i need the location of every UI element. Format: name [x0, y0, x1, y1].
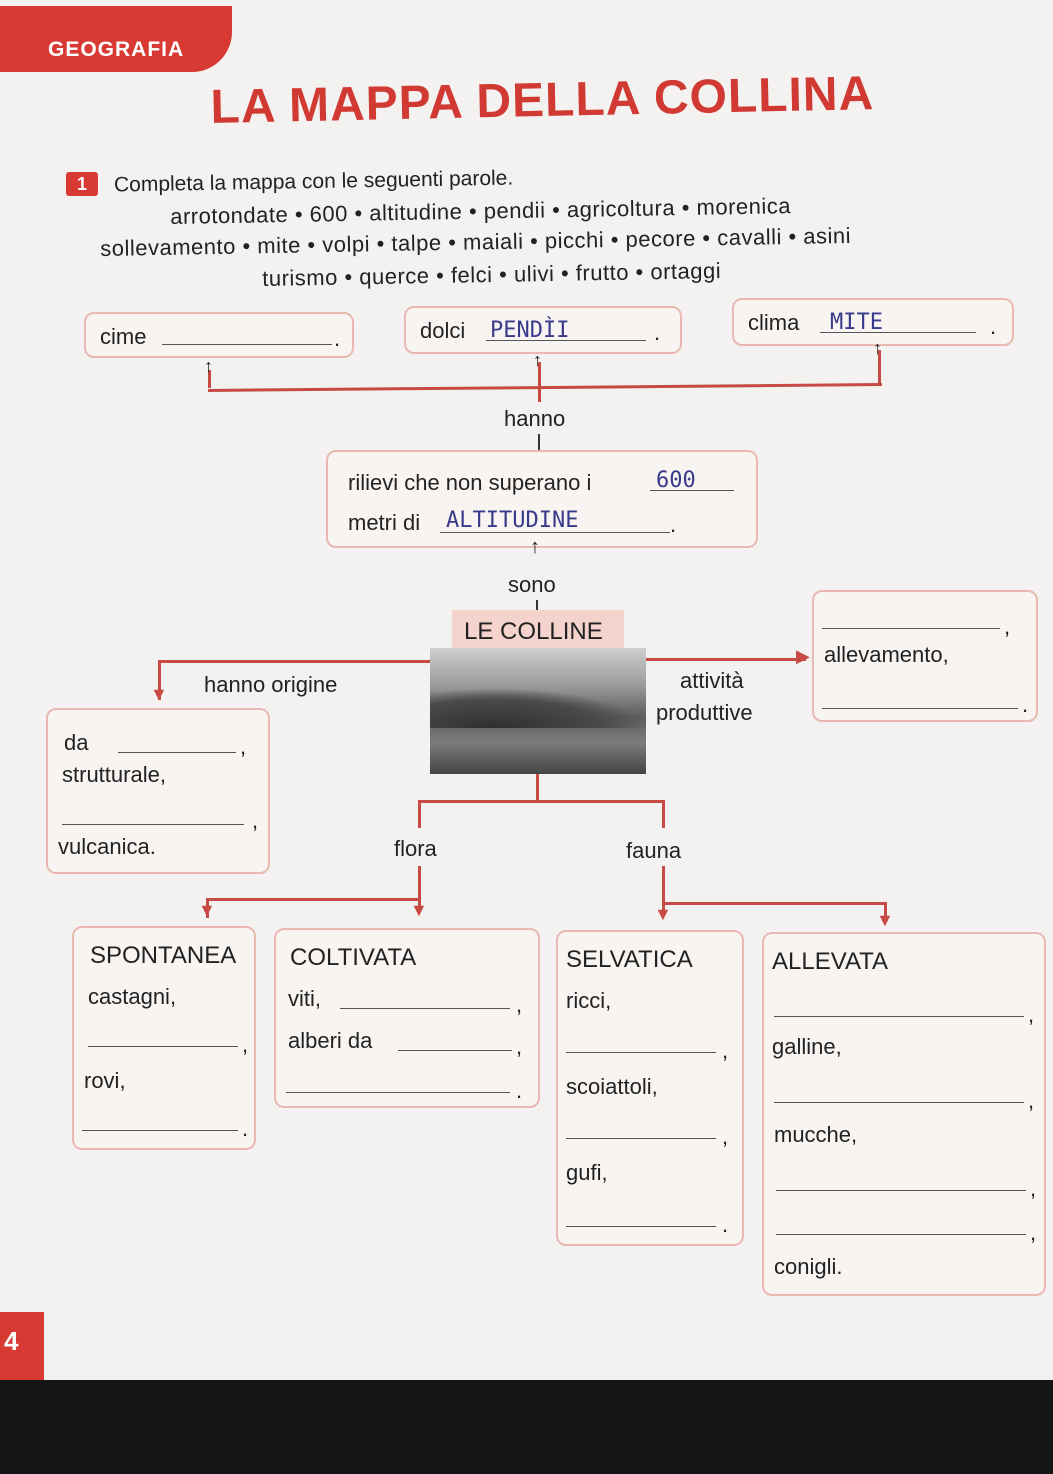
connector-hanno: hanno: [504, 406, 566, 431]
coltivata-box: COLTIVATA viti, , alberi da , .: [274, 928, 540, 1108]
selvatica-blank-1[interactable]: [566, 1052, 716, 1053]
hills-photo: [430, 648, 646, 774]
allevata-blank-1[interactable]: [774, 1016, 1024, 1017]
cime-label: cime: [100, 324, 147, 349]
selvatica-blank-2[interactable]: [566, 1138, 716, 1139]
subject-tab: [0, 6, 232, 72]
selvatica-item-3: scoiattoli,: [566, 1074, 658, 1099]
dolci-answer[interactable]: PENDÌI: [490, 318, 570, 343]
allevata-mucche: mucche,: [774, 1122, 858, 1147]
clima-blank: [820, 332, 976, 333]
word-bank-line-1: arrotondate • 600 • altitudine • pendii • agricoltura • morenica: [170, 193, 792, 229]
attivita-allevamento: allevamento,: [824, 642, 949, 667]
worksheet-page: GEOGRAFIA LA MAPPA DELLA COLLINA 1 Completa la mappa con le seguenti parole. arrotondate • 600 • altitudine • pendii • agricoltura • morenica sollevamento • mite • volpi • talpe • maiali • picchi • pecore • cavalli • asini turismo • querce • felci • ulivi • frutto • ortaggi cime . dolci PENDÌI . clima MITE . ↑ ↑ ↑ hanno rilievi che non superano i 600 metri di ALTITUDINE . ↑ sono LE COLLINE ▼ hanno origine da , strutturale, , vulcanica. ▶ attività produttive , allevamento, . flora fauna ▼ ▼ ▼ ▼ SPONTANEA castagni, , rovi, . COLTIVATA viti, , alberi da , . SELVATICA ricci, , scoiattoli, , gufi, . ALLEVATA , galline, , mucche, , , conigli. 4: [0, 0, 1053, 1380]
cime-blank[interactable]: [162, 344, 332, 345]
clima-answer[interactable]: MITE: [830, 310, 883, 335]
exercise-instruction: Completa la mappa con le seguenti parole.: [113, 166, 514, 197]
coltivata-item-2: alberi da: [288, 1028, 373, 1053]
exercise-number: 1: [66, 172, 98, 196]
origin-blank-1[interactable]: [118, 752, 236, 753]
attivita-box: , allevamento, .: [812, 590, 1038, 722]
coltivata-item-1: viti,: [288, 986, 321, 1011]
spontanea-blank-1[interactable]: [88, 1046, 238, 1047]
origin-blank-2[interactable]: [62, 824, 244, 825]
attivita-blank-1[interactable]: [822, 628, 1000, 629]
selvatica-box: SELVATICA ricci, , scoiattoli, , gufi, .: [556, 930, 744, 1246]
dolci-blank: [486, 340, 646, 341]
top-connector-line: [208, 383, 882, 392]
allevata-blank-2[interactable]: [774, 1102, 1024, 1103]
spontanea-blank-2[interactable]: [82, 1130, 238, 1131]
rilievi-line-2: metri di: [348, 510, 421, 535]
rilievi-line-1: rilievi che non superano i: [348, 470, 592, 495]
clima-box: clima MITE .: [732, 298, 1014, 346]
flora-fauna-connector: [418, 800, 664, 803]
clima-label: clima: [748, 310, 800, 335]
center-title: LE COLLINE: [464, 618, 603, 645]
center-title-box: [452, 610, 624, 650]
origin-label: hanno origine: [204, 672, 338, 697]
origin-box: da , strutturale, , vulcanica.: [46, 708, 270, 874]
coltivata-title: COLTIVATA: [290, 944, 417, 971]
coltivata-blank-2[interactable]: [398, 1050, 512, 1051]
word-bank-line-2: sollevamento • mite • volpi • talpe • maiali • picchi • pecore • cavalli • asini: [100, 222, 852, 261]
selvatica-blank-3[interactable]: [566, 1226, 716, 1227]
allevata-title: ALLEVATA: [772, 948, 889, 975]
dolci-box: dolci PENDÌI .: [404, 306, 682, 354]
label-flora: flora: [394, 836, 437, 861]
label-fauna: fauna: [626, 838, 682, 863]
page-number: 4: [0, 1312, 44, 1380]
origin-vulcanica: vulcanica.: [58, 834, 156, 859]
background-desk: [0, 1380, 1053, 1474]
rilievi-box: rilievi che non superano i 600 metri di ALTITUDINE .: [326, 450, 758, 548]
attivita-label-1: attività: [680, 668, 744, 693]
dolci-label: dolci: [420, 318, 466, 343]
rilievi-answer-2[interactable]: ALTITUDINE: [446, 508, 579, 533]
attivita-connector: [646, 658, 806, 661]
origin-connector: [160, 660, 430, 663]
spontanea-box: SPONTANEA castagni, , rovi, .: [72, 926, 256, 1150]
selvatica-item-1: ricci,: [566, 988, 612, 1013]
rilievi-answer-1[interactable]: 600: [656, 468, 696, 493]
allevata-conigli: conigli.: [774, 1254, 843, 1279]
origin-da: da: [64, 730, 89, 755]
coltivata-blank-1[interactable]: [340, 1008, 510, 1009]
spontanea-item-1: castagni,: [88, 984, 177, 1009]
cime-box: cime .: [84, 312, 354, 358]
selvatica-title: SELVATICA: [566, 946, 693, 973]
origin-strutturale: strutturale,: [62, 762, 166, 787]
selvatica-item-5: gufi,: [566, 1160, 608, 1185]
spontanea-title: SPONTANEA: [90, 942, 237, 969]
attivita-blank-2[interactable]: [822, 708, 1018, 709]
allevata-blank-3[interactable]: [776, 1190, 1026, 1191]
subject-label: GEOGRAFIA: [48, 38, 185, 61]
allevata-blank-4[interactable]: [776, 1234, 1026, 1235]
allevata-galline: galline,: [772, 1034, 842, 1059]
page-title: LA MAPPA DELLA COLLINA: [210, 67, 875, 134]
allevata-box: ALLEVATA , galline, , mucche, , , conigli.: [762, 932, 1046, 1296]
coltivata-blank-3[interactable]: [286, 1092, 510, 1093]
word-bank-line-3: turismo • querce • felci • ulivi • frutto • ortaggi: [262, 257, 722, 291]
spontanea-item-3: rovi,: [84, 1068, 126, 1093]
attivita-label-2: produttive: [656, 700, 753, 725]
connector-sono: sono: [508, 572, 556, 597]
